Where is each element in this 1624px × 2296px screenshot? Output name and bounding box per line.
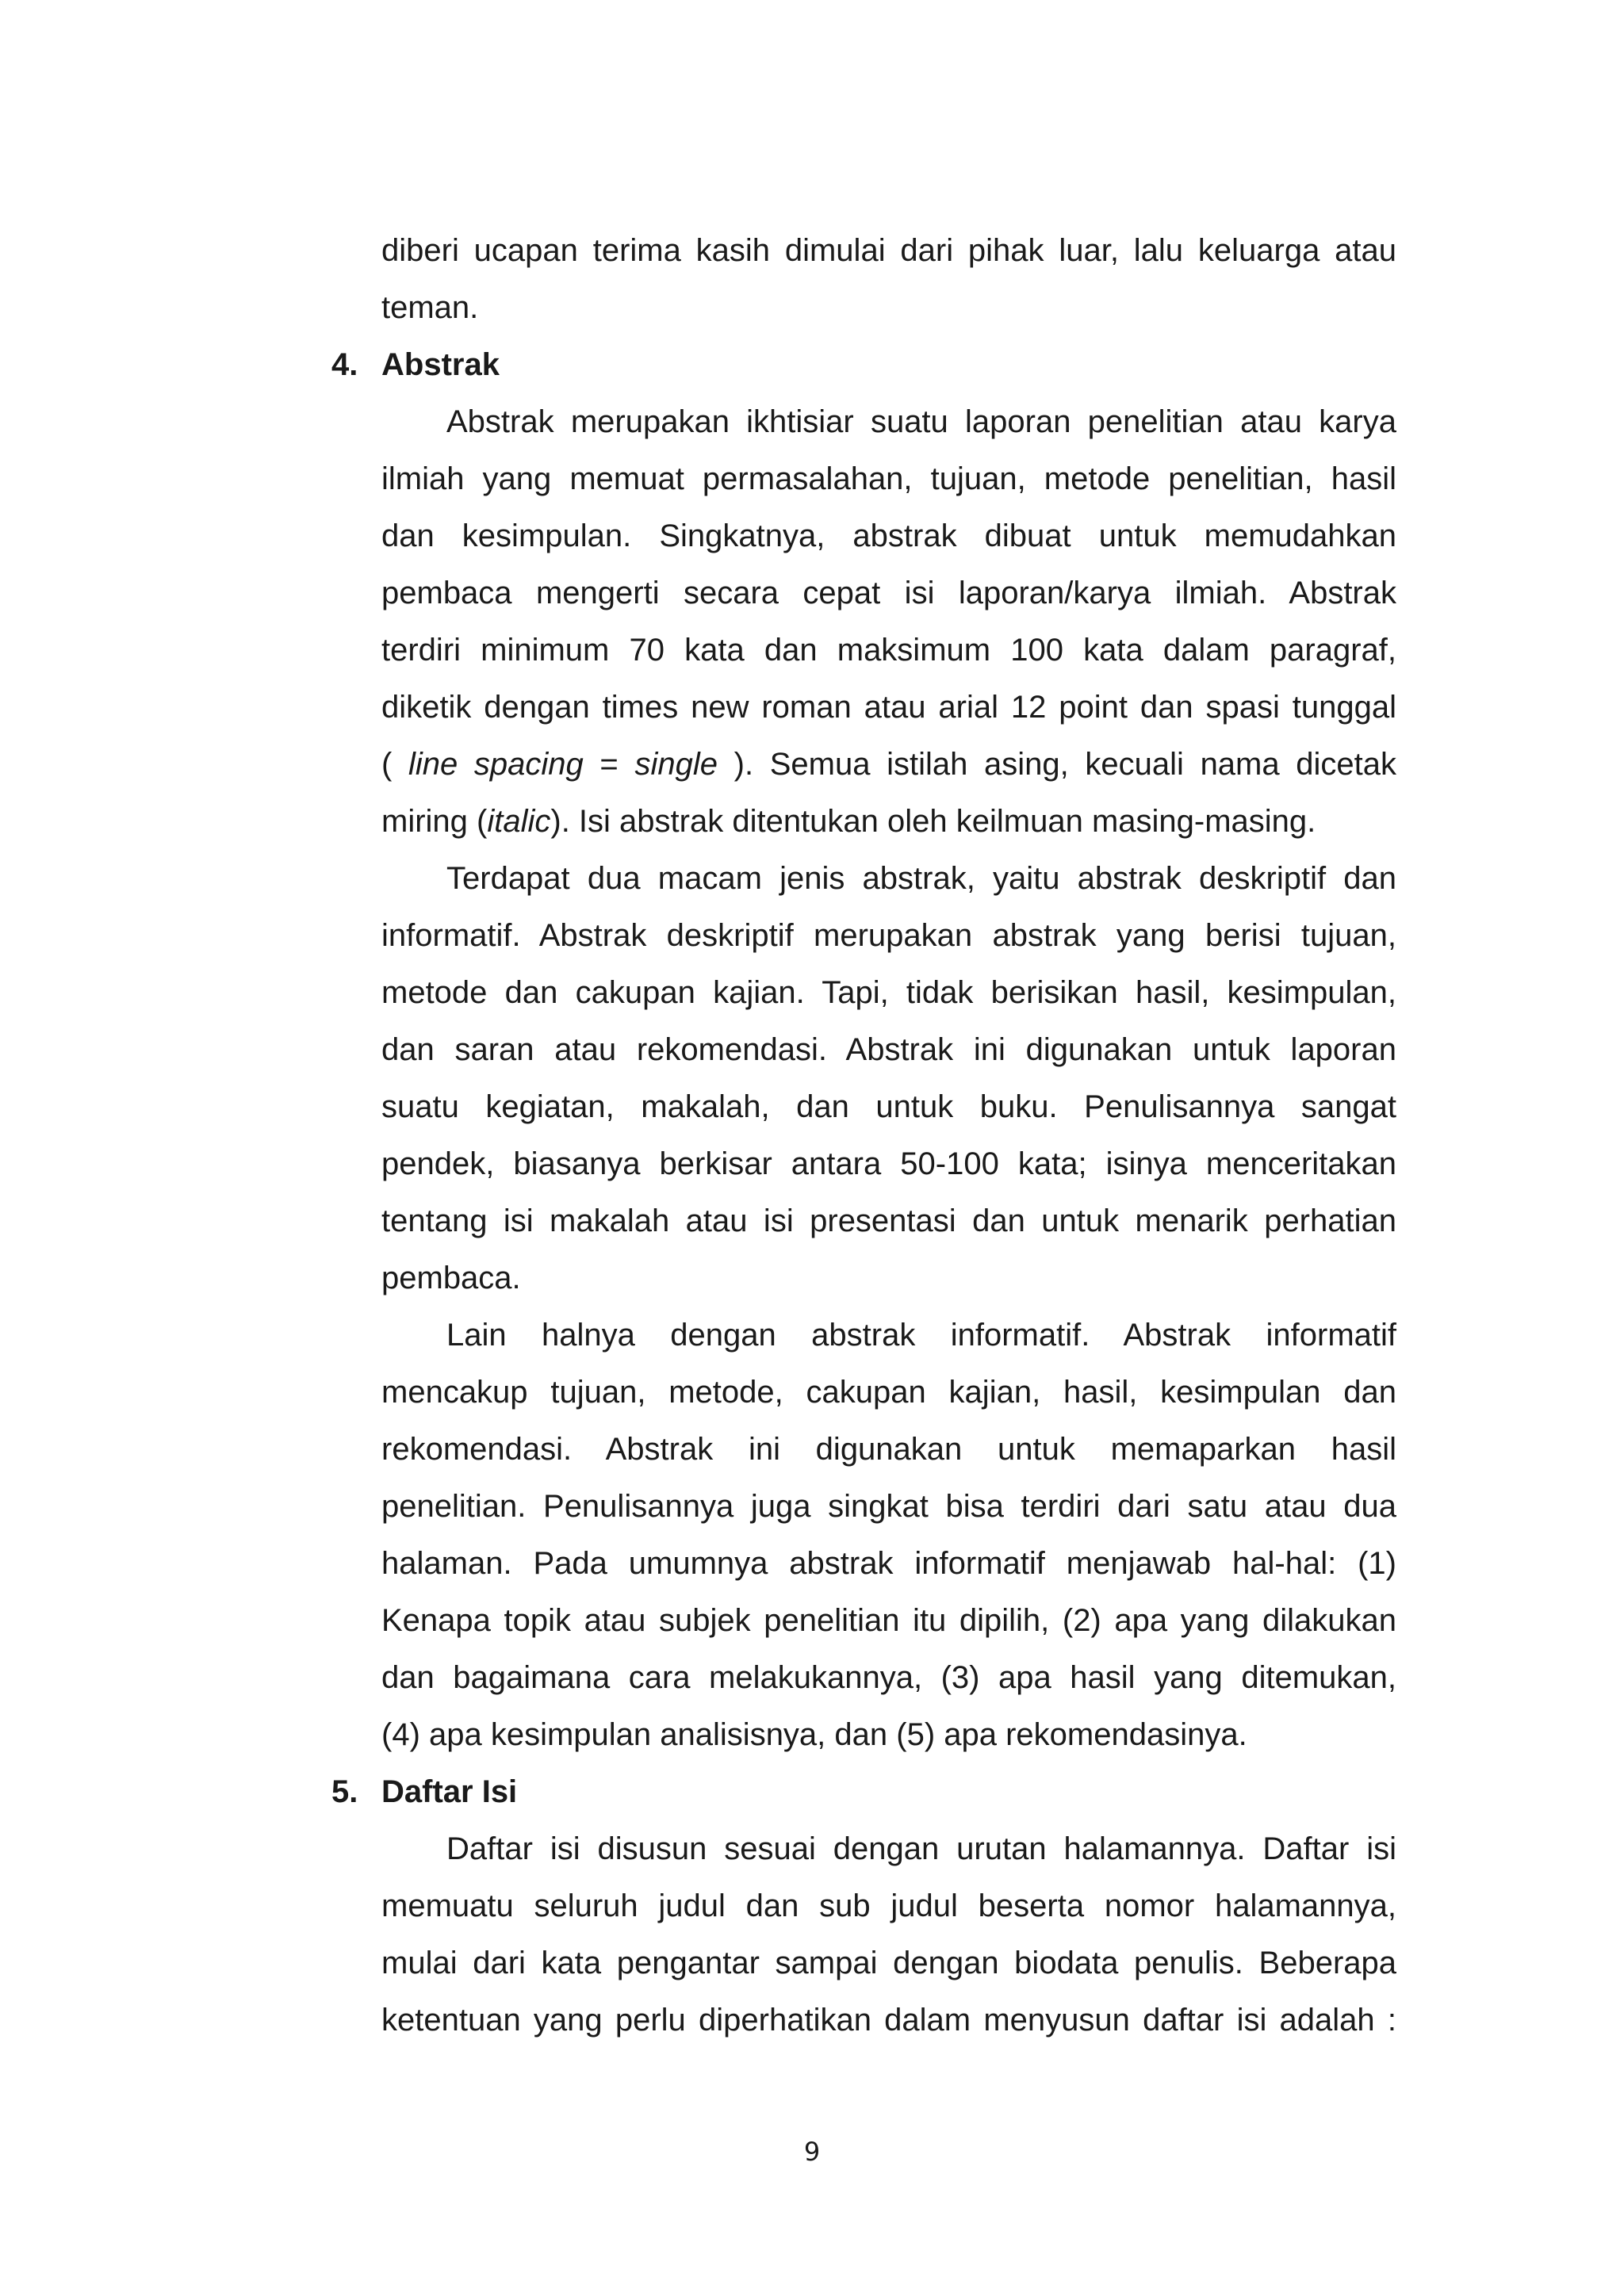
paragraph-line: (4) apa kesimpulan analisisnya, dan (5) apa rekomendasinya. [381,1717,1247,1752]
italic-term: italic [487,804,551,839]
paragraph-line: rekomendasi. Abstrak ini digunakan untuk memaparkan hasil [381,1432,1396,1467]
italic-term: single [634,747,718,782]
paragraph-line: ilmiah yang memuat permasalahan, tujuan, metode penelitian, hasil [381,461,1396,496]
paragraph-line: Terdapat dua macam jenis abstrak, yaitu abstrak deskriptif dan [446,861,1396,896]
paragraph-line: memuatu seluruh judul dan sub judul beserta nomor halamannya, [381,1888,1396,1923]
section-number: 4. [331,347,358,382]
paragraph-line: pendek, biasanya berkisar antara 50-100 kata; isinya menceritakan [381,1146,1396,1181]
paragraph-line: Lain halnya dengan abstrak informatif. Abstrak informatif [446,1318,1396,1353]
paragraph-line: halaman. Pada umumnya abstrak informatif menjawab hal-hal: (1) [381,1546,1396,1581]
paragraph-line: dan kesimpulan. Singkatnya, abstrak dibuat untuk memudahkan [381,519,1396,553]
paragraph-line: suatu kegiatan, makalah, dan untuk buku. Penulisannya sangat [381,1089,1396,1124]
paragraph-line: Abstrak merupakan ikhtisiar suatu laporan penelitian atau karya [446,404,1396,439]
section-heading: Abstrak [381,347,500,382]
paragraph-line: mulai dari kata pengantar sampai dengan biodata penulis. Beberapa [381,1946,1396,1980]
paragraph-line: diketik dengan times new roman atau arial 12 point dan spasi tunggal [381,690,1396,725]
paragraph-line: pembaca. [381,1261,521,1295]
italic-term: line spacing [408,747,584,782]
paragraph-line: informatif. Abstrak deskriptif merupakan abstrak yang berisi tujuan, [381,918,1396,953]
paragraph-line: Daftar isi disusun sesuai dengan urutan halamannya. Daftar isi [446,1831,1396,1866]
paragraph-line: penelitian. Penulisannya juga singkat bisa terdiri dari satu atau dua [381,1489,1396,1524]
text-run: = [583,747,635,782]
text-run: ). Semua istilah asing, kecuali nama dicetak [717,747,1397,782]
section-heading: Daftar Isi [381,1774,518,1809]
paragraph-line: tentang isi makalah atau isi presentasi dan untuk menarik perhatian [381,1203,1396,1238]
paragraph-line: dan saran atau rekomendasi. Abstrak ini digunakan untuk laporan [381,1032,1396,1067]
page-number: 9 [803,2137,821,2167]
section-number: 5. [331,1774,358,1809]
paragraph-line: dan bagaimana cara melakukannya, (3) apa hasil yang ditemukan, [381,1660,1396,1695]
paragraph-line: terdiri minimum 70 kata dan maksimum 100 kata dalam paragraf, [381,633,1396,668]
paragraph-line: diberi ucapan terima kasih dimulai dari pihak luar, lalu keluarga atau [381,233,1396,268]
text-run: ). Isi abstrak ditentukan oleh keilmuan masing-masing. [550,804,1316,839]
paragraph-line: pembaca mengerti secara cepat isi laporan/karya ilmiah. Abstrak [381,576,1396,610]
text-run: miring ( [381,804,488,839]
paragraph-line: mencakup tujuan, metode, cakupan kajian, hasil, kesimpulan dan [381,1375,1396,1410]
paragraph-line [381,745,1396,783]
paragraph-line: teman. [381,290,479,325]
text-run: ( [381,747,408,782]
paragraph-line: metode dan cakupan kajian. Tapi, tidak berisikan hasil, kesimpulan, [381,975,1396,1010]
paragraph-line [381,802,1396,840]
paragraph-line: ketentuan yang perlu diperhatikan dalam menyusun daftar isi adalah : [381,2003,1396,2038]
paragraph-line: Kenapa topik atau subjek penelitian itu dipilih, (2) apa yang dilakukan [381,1603,1396,1638]
